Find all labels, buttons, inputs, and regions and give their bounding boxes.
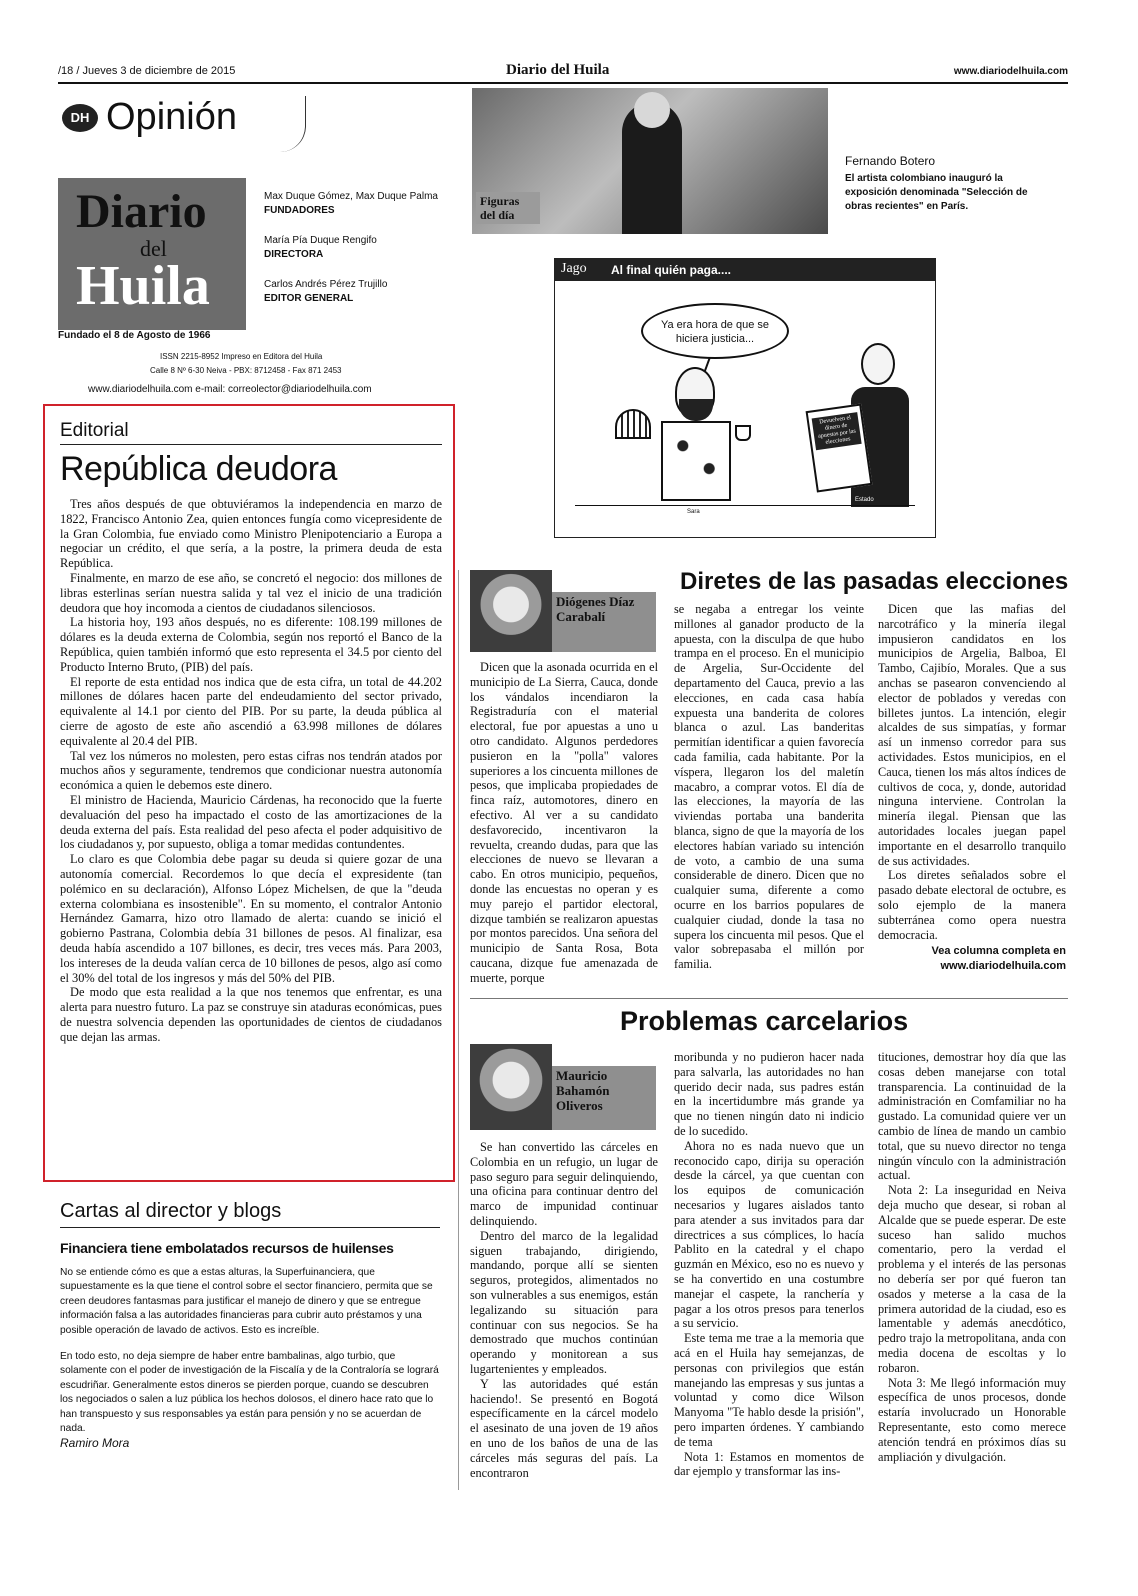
diretes-paragraph: se negaba a entregar los veinte millones al ganador producto de la apuesta, con la disculpa de que hubo trampa en el proceso. En el municipio de Argelia, Sur-Occidente del departamento del Cauca, previo a las elecciones, en cada casa había expuesta una banderita de colores blanca o azul. Las banderitas permitían identificar a quien favorecía cada familia, cada habitante. Por la víspera, llegaron los del maletín macabro, a comprar votos. El día de las elecciones, la mayoría de las viviendas portaba una banderita blanca, signo de que la mayoría de los electores habían variado su intención de voto, a cambio de una suma considerable de dinero. Dicen que no cualquier suma, diferente a como ocurre en los barrios populares de cualquier ciudad, donde la tasa no supera los cincuenta mil pesos. Que el valor sobrepasaba el millón por familia. — [674, 602, 864, 972]
cartoon-brand: Jago — [561, 261, 587, 276]
figure-head — [634, 92, 670, 128]
editorial-article — [60, 420, 442, 1044]
staff-role: DIRECTORA — [264, 249, 324, 260]
cartas-author: Ramiro Mora — [60, 1436, 130, 1451]
masthead-staff — [264, 190, 464, 306]
section-separator — [470, 998, 1068, 999]
diretes-title: Diretes de las pasadas elecciones — [680, 568, 1069, 595]
ground-line — [575, 505, 915, 506]
diretes-col3 — [878, 602, 1066, 974]
editorial-title: República deudora — [60, 450, 337, 488]
problemas-col1 — [470, 1140, 658, 1480]
diretes-paragraph: Dicen que la asonada ocurrida en el municipio de La Sierra, Cauca, donde los vándalos incendiaron la Registraduría con el material electoral, fue por apuestas a uno u otro candidato. Algunos perdedores pusieron en la "polla" valores superiores a los cincuenta millones de pesos, que implicaba propiedades de finca raíz, automotores, dinero en efectivo. Al ver a su candidato desfavorecido, incentivaron la revuelta, creando dudas, para que las elecciones de nuevo se llevaran a cabo. En otros municipio, pequeños, donde las encuestas no operan y es muy parejo el partidor electoral, dizque también se realizaron apuestas por montos parecidos. Una señora del municipio de Santa Rosa, Bota caucana, dizque fue amenazada de muerte, porque — [470, 660, 658, 985]
diretes-col2 — [674, 602, 864, 972]
cartas-headline: Financiera tiene embolatados recursos de huilenses — [60, 1240, 394, 1256]
cartoon-label-right: Estado — [855, 497, 874, 503]
contact-line: www.diariodelhuila.com e-mail: correolector@diariodelhuila.com — [88, 384, 372, 395]
editorial-body — [60, 497, 442, 1044]
page-date: /18 / Jueves 3 de diciembre de 2015 — [58, 65, 236, 77]
column-divider — [458, 570, 459, 1490]
cartas-paragraph: En todo esto, no deja siempre de haber entre bambalinas, algo turbio, que solamente con el poder de investigación de la Fiscalía y de la Contraloría se logrará escudriñar. Generalmente estos dineros se pierden porque, cuando se descubren los negociados o salen a luz pública los hechos dolosos, el dinero hace rato que lo han transpuesto y sus responsables ya están para pensión y no se acuerdan de nada. — [60, 1351, 439, 1435]
cartoon-header — [555, 259, 935, 281]
author-photo-diogenes — [470, 570, 552, 652]
editorial-kicker: Editorial — [60, 420, 442, 445]
speech-bubble: Ya era hora de que se hiciera justicia... — [641, 303, 789, 359]
staff-name: Carlos Andrés Pérez Trujillo — [264, 279, 388, 290]
editorial-paragraph: Tres años después de que obtuviéramos la independencia en marzo de 1822, Francisco Antonio Zea, quien entonces fungía como vicepresidente de la Gran Colombia, fue enviado como Ministro Plenipotenciario a Europa a negociar un crédito, el que sería, a la postre, la primera deuda de esta República. — [60, 497, 442, 571]
problemas-col3 — [878, 1050, 1066, 1464]
editorial-paragraph: Lo claro es que Colombia debe pagar su deuda si quiere gozar de una autonomía comercial. Recordemos lo que decía el expresidente (tan polémico en su declaración), Alfonso López Michelsen, de que la "deuda externa colombiana es insostenible". En su momento, el contralor Antonio Hernández Gamarra, hizo otro llamado de alerta: cuando se inició el gobierno Pastrana, Colombia debía 31 billones de pesos. Al finalizar, esa deuda había ascendido a 107 billones, es decir, tres veces más. Para 2003, los intereses de la deuda valían cerca de 10 billones de pesos, algo así como el 30% del total de los ingresos y más del 50% del PIB. — [60, 852, 442, 985]
character-shirt — [661, 421, 731, 501]
page-header — [58, 62, 1068, 84]
staff-role: EDITOR GENERAL — [264, 293, 354, 304]
editorial-paragraph: La historia hoy, 193 años después, no es diferente: 108.199 millones de dólares es la deuda externa de Colombia, según nos reportó el Banco de la República, quien también informó que esto representa el 34.5 por ciento del Producto Interno Bruto, (PIB) del país. — [60, 615, 442, 674]
cup-icon — [735, 425, 751, 441]
address-line: Calle 8 Nº 6-30 Neiva - PBX: 8712458 - Fax 871 2453 — [150, 366, 342, 375]
figuras-label: Figuras del día — [476, 192, 540, 224]
paper-name: Diario del Huila — [506, 62, 610, 78]
problemas-paragraph: Y las autoridades qué están haciendo!. Se presentó en Bogotá específicamente en la cárcel modelo el asesinato de una joven de 19 años en uno de los baños de una de las cárceles más seguras del país. La encontraron — [470, 1376, 658, 1480]
editorial-paragraph: El reporte de esta entidad nos indica que de esta cifra, un total de 44.202 millones de dólares hacen parte del endeudamiento del sector privado, equivalente al 14.1 por ciento del PIB. Por su parte, la deuda pública al cierre de agosto de este año ascendió a 63.998 millones de dólares equivalente al 20.4 del PIB. — [60, 674, 442, 748]
problemas-paragraph: Este tema me trae a la memoria que acá en el Huila hay semejanzas, de personas con privilegios que están manejando las empresas y sus juntas a voluntad y como dice Wilson Manyoma "Te hablo desde la prisión", pero imparten órdenes. Y cambiando de tema — [674, 1331, 864, 1449]
staff-role: FUNDADORES — [264, 205, 335, 216]
figuras-person: Fernando Botero — [845, 154, 936, 168]
diretes-paragraph: Dicen que las mafias del narcotráfico y la minería ilegal impusieron candidatos en los municipios de Argelia, Balboa, El Tambo, Cajibío, Morales. Que a sus anchas se pasearon convenciendo al elector de poblados y veredas con billetes juntos. La intención, elegir alcaldes de sus simpatías, y formar así un inmenso corredor para sus actividades. Estos municipios, en el Cauca, tienen los más altos índices de cultivos de coca, y, donde, autoridad ninguna interviene. Controlan la minería ilegal. Piensan que las autoridades locales juegan papel importante en el desarrollo tranquilo de sus actividades. — [878, 602, 1066, 868]
problemas-title: Problemas carcelarios — [620, 1006, 909, 1036]
cartas-body — [60, 1266, 440, 1451]
character-beard — [679, 399, 713, 421]
author-photo-mauricio — [470, 1044, 552, 1130]
diretes-author: Diógenes Díaz Carabalí — [552, 592, 656, 652]
editorial-paragraph: Tal vez los números no molesten, pero estas cifras nos tendrán atados por muchos años y seguramente, tendremos que condicionar nuestra autonomía económica a quien le debemos este dinero. — [60, 748, 442, 793]
figuras-caption: El artista colombiano inauguró la exposición denominada "Selección de obras recientes" en París. — [845, 173, 1028, 212]
cartoon-title: Al final quién paga.... — [611, 263, 732, 277]
diretes-paragraph: Los diretes señalados sobre el pasado debate electoral de octubre, es solo ejemplo de la manera subterránea como opera nuestra democracia. — [878, 868, 1066, 942]
editorial-paragraph: Finalmente, en marzo de ese año, se concretó el negocio: dos millones de libras esterlinas serían nuestra salida y tal vez el inicio de una tradición deudora que hoy incomoda a cientos de ciudadanos silenciosos. — [60, 570, 442, 615]
editorial-paragraph: El ministro de Hacienda, Mauricio Cárdenas, ha reconocido que la fuerte devaluación del peso ha impactado el costo de las amortizaciones de la deuda externa del país. Esta realidad del peso afecta el poder adquisitivo de los ciudadanos y, por supuesto, obliga a tomar medidas contundentes. — [60, 792, 442, 852]
problemas-col2 — [674, 1050, 864, 1479]
founded-line: Fundado el 8 de Agosto de 1966 — [58, 330, 211, 341]
character-head-right — [861, 343, 895, 385]
newspaper-headline: Devuelven el dinero de apuestas por las elecciones — [812, 412, 862, 450]
logo-line3: Huila — [76, 255, 210, 317]
logo-line2: del — [140, 236, 167, 261]
logo-line1: Diario — [76, 185, 207, 238]
problemas-paragraph: Dentro del marco de la legalidad siguen trabajando, dirigiendo, mandando, porque allí se sienten seguros, protegidos, alimentados no son vulnerables a sus enemigos, están legalizando su situación para continuar con sus negocios. Se ha demostrado que muchos continúan operando y monitorean a sus lugartenientes y empleados. — [470, 1228, 658, 1376]
masthead-logo — [58, 178, 246, 330]
header-website: www.diariodelhuila.com — [953, 66, 1068, 77]
problemas-paragraph: tituciones, demostrar hoy día que las cosas deben manejarse con total transparencia. La continuidad de la administración en Comfamiliar no ha gustado. La comunidad quiere ver un cambio de línea de mando un cambio total, que su nuevo director no tenga ningún vínculo con la administración actual. — [878, 1050, 1066, 1183]
issn-line: ISSN 2215-8952 Impreso en Editora del Huila — [160, 352, 323, 361]
cartas-section-title: Cartas al director y blogs — [60, 1200, 440, 1228]
problemas-paragraph: Nota 3: Me llegó información muy específica de unos procesos, donde estaría involucrado un Honorable Representante, esto como merece atención tendrá en próximos días su ampliación y divulgación. — [878, 1375, 1066, 1464]
problemas-author: Mauricio Bahamón Oliveros — [552, 1066, 656, 1130]
staff-name: María Pía Duque Rengifo — [264, 235, 377, 246]
problemas-paragraph: Se han convertido las cárceles en Colombia en un refugio, un lugar de paso seguro para seguir delinquiendo, una oficina para continuar dentro del marco de impunidad continuar delinquiendo. — [470, 1140, 658, 1228]
problemas-paragraph: Ahora no es nada nuevo que un reconocido capo, dirija su operación desde la cárcel, ya que cuentan con los equipos de comunicación necesarios y lugares aislados tanto para atender a sus invitados para dar directrices a sus cómplices, lo hacía Pablito en la catedral y el chapo guzmán en México, eso no es nuevo y se ha convertido en una costumbre manejar el caspete, la ranchería y pagar a los otros presos para tenerlos a su servicio. — [674, 1138, 864, 1331]
problemas-paragraph: moribunda y no pudieron hacer nada para salvarla, las autoridades no han querido decir nada, sus padres están en la incertidumbre más grande ya que no tienen ningún dato ni indicio de lo sucedido. — [674, 1050, 864, 1138]
cartoon-frame — [554, 258, 936, 538]
problemas-paragraph: Nota 1: Estamos en momentos de dar ejemplo y transformar las ins- — [674, 1449, 864, 1479]
problemas-paragraph: Nota 2: La inseguridad en Neiva deja mucho que desear, si roban al Alcalde que se puede esperar. De este suceso han salido muchos comentario, pero la verdad el problema y el interés de las personas no debería ser por qué fueron tan osados y meterse a la casa de la primera autoridad de la ciudad, eso es lamentable y además anecdótico, pedro trajo la metropolitana, anda con media docena de escoltas y lo robaron. — [878, 1183, 1066, 1375]
cartoon-label-left: Sara — [687, 509, 700, 515]
section-title: Opinión — [106, 96, 237, 138]
cartas-paragraph: No se entiende cómo es que a estas alturas, la Superfuinanciera, que supuestamente es la que tiene el control sobre el sector financiero, permita que se creen deudores fantasmas para justificar el manejo de dinero y que se entregue información falsa a las autoridades financieras para cubrir auto préstamos y una posible operación de lavado de activos. Esto es increíble. — [60, 1267, 433, 1336]
section-badge: DH — [62, 104, 98, 132]
diretes-more-link[interactable]: Vea columna completa en www.diariodelhuila.com — [931, 945, 1066, 973]
botero-photo — [472, 88, 828, 234]
staff-name: Max Duque Gómez, Max Duque Palma — [264, 191, 438, 202]
cartoon-newspaper — [806, 404, 873, 493]
cartas-section — [60, 1200, 440, 1451]
editorial-paragraph: De modo que esta realidad a la que nos tenemos que enfrentar, es una alerta para nuestro futuro. La paz se construye sin ataduras económicas, pues de nuestra solvencia dependen las oportunidades de cientos de ciudadanos que dejan las armas. — [60, 985, 442, 1044]
fan-icon — [615, 409, 651, 439]
diretes-col1 — [470, 660, 658, 986]
